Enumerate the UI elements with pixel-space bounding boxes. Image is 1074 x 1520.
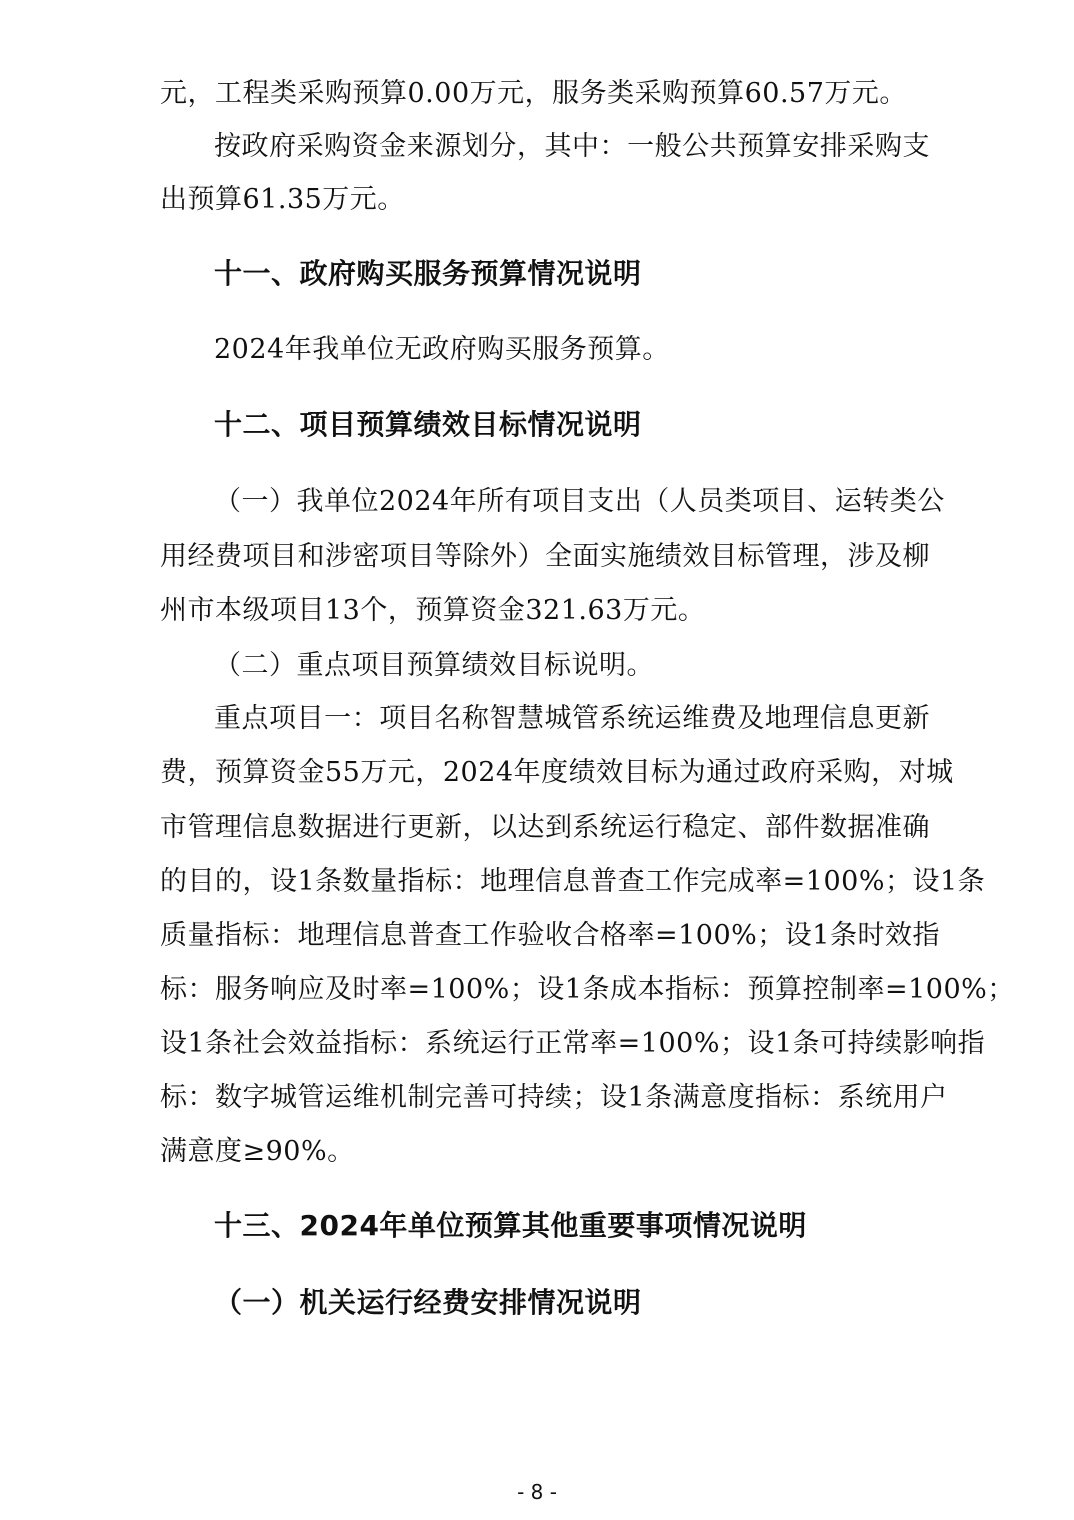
section-heading-13: 十三、2024年单位预算其他重要事项情况说明 (214, 1209, 807, 1242)
text-line: 出预算61.35万元。 (160, 184, 405, 215)
text-line: （一）我单位2024年所有项目支出（人员类项目、运转类公 (214, 486, 945, 517)
page-number: - 8 - (517, 1480, 557, 1504)
text-line: 质量指标：地理信息普查工作验收合格率=100%；设1条时效指 (160, 920, 940, 951)
text-line: 元，工程类采购预算0.00万元，服务类采购预算60.57万元。 (160, 78, 907, 109)
text-line: 重点项目一：项目名称智慧城管系统运维费及地理信息更新 (214, 703, 930, 734)
text-line: 市管理信息数据进行更新，以达到系统运行稳定、部件数据准确 (160, 812, 930, 843)
section-heading-11: 十一、政府购买服务预算情况说明 (214, 257, 642, 290)
subsection-heading: （一）机关运行经费安排情况说明 (214, 1286, 642, 1319)
text-line: 的目的，设1条数量指标：地理信息普查工作完成率=100%；设1条 (160, 866, 986, 897)
text-line: 2024年我单位无政府购买服务预算。 (214, 334, 670, 365)
text-line: （二）重点项目预算绩效目标说明。 (214, 650, 654, 681)
text-line: 用经费项目和涉密项目等除外）全面实施绩效目标管理，涉及柳 (160, 541, 930, 572)
text-line: 标：服务响应及时率=100%；设1条成本指标：预算控制率=100%； (160, 974, 1015, 1005)
text-line: 满意度≥90%。 (160, 1136, 355, 1167)
section-heading-12: 十二、项目预算绩效目标情况说明 (214, 408, 642, 441)
text-line: 按政府采购资金来源划分，其中：一般公共预算安排采购支 (214, 131, 930, 162)
text-line: 标：数字城管运维机制完善可持续；设1条满意度指标：系统用户 (160, 1082, 948, 1113)
text-line: 费，预算资金55万元，2024年度绩效目标为通过政府采购，对城 (160, 757, 954, 788)
text-line: 设1条社会效益指标：系统运行正常率=100%；设1条可持续影响指 (160, 1028, 986, 1059)
text-line: 州市本级项目13个，预算资金321.63万元。 (160, 595, 706, 626)
